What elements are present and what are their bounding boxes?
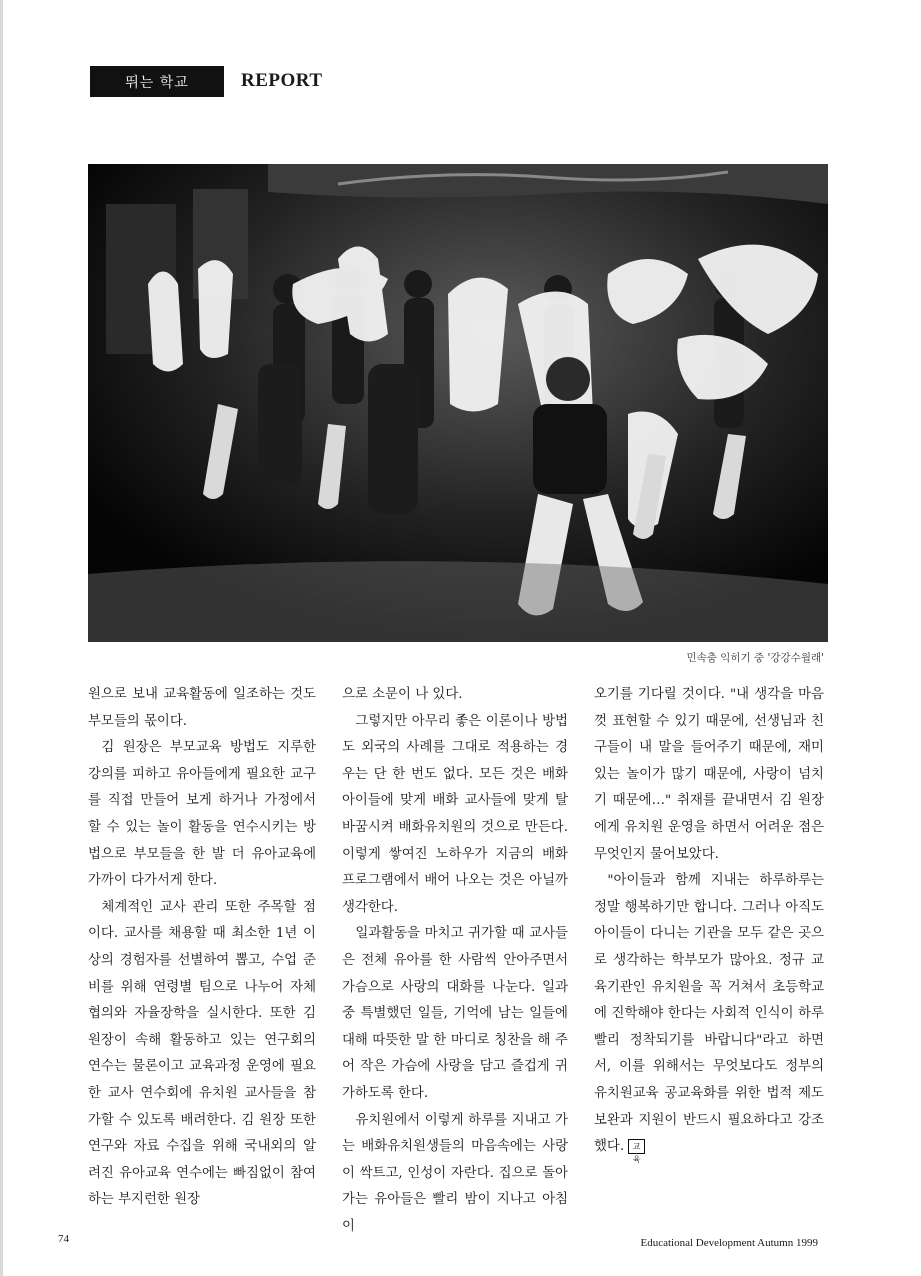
paragraph-text: "아이들과 함께 지내는 하루하루는 정말 행복하기만 합니다. 그러나 아직도 아이들이 다니는 기관을 모두 같은 곳으로 생각하는 학부모가 많아요. 정규 교육기관인 유치원을 꼭 거쳐서 초등학교에 진학해야 한다는 사회적 인식이 하루 빨리 정착되기를 바랍니다"라고 하면서, 이를 위해서는 무엇보다도 정부의 유치원교육 공교육화를 위한 법적 제도 보완과 지원이 반드시 필요하다고 강조했다. <box>594 873 824 1155</box>
text-column-2 <box>342 682 568 1240</box>
paragraph <box>594 868 824 1165</box>
paragraph: 유치원에서 이렇게 하루를 지내고 가는 배화유치원생들의 마음속에는 사랑이 싹트고, 인성이 자란다. 집으로 돌아가는 유아들은 빨리 밤이 지나고 아침이 <box>342 1112 568 1234</box>
text-column-1 <box>88 682 316 1214</box>
page-edge <box>0 0 3 1276</box>
paragraph: 김 원장은 부모교육 방법도 지루한 강의를 피하고 유아들에게 필요한 교구를 직접 만들어 보게 하거나 가정에서 할 수 있는 놀이 활동을 연수시키는 방법으로 부모들을 한 발 더 유아교육에 가까이 다가서게 한다. <box>88 740 316 889</box>
paragraph: 으로 소문이 나 있다. <box>342 687 463 702</box>
paragraph: 체계적인 교사 관리 또한 주목할 점이다. 교사를 채용할 때 최소한 1년 이상의 경험자를 선별하여 뽑고, 수업 준비를 위해 연령별 팀으로 나누어 자체 협의와 자율장학을 실시한다. 또한 김 원장이 속해 활동하고 있는 연구회의 연수는 물론이고 교육과정 운영에 필요한 교사 연수회에 유치원 교사들을 참가할 수 있도록 배려한다. 김 원장 또한 연구와 자료 수집을 위해 국내외의 알려진 유아교육 연수에는 빠짐없이 참여하는 부지런한 원장 <box>88 899 316 1208</box>
paragraph: 원으로 보내 교육활동에 일조하는 것도 부모들의 몫이다. <box>88 687 316 729</box>
text-column-3 <box>594 682 824 1165</box>
publication-footer: Educational Development Autumn 1999 <box>640 1237 818 1249</box>
page-number: 74 <box>58 1233 69 1245</box>
paragraph: 그렇지만 아무리 좋은 이론이나 방법도 외국의 사례를 그대로 적용하는 경우는 단 한 번도 없다. 모든 것은 배화 아이들에 맞게 배화 교사들에 맞게 탈바꿈시켜 배화유치원의 것으로 만든다. 이렇게 쌓여진 노하우가 지금의 배화 프로그램에서 배어 나오는 것은 아닐까 생각한다. <box>342 713 568 915</box>
photo-dancers <box>88 164 828 642</box>
paragraph: 일과활동을 마치고 귀가할 때 교사들은 전체 유아를 한 사람씩 안아주면서 가슴으로 사랑의 대화를 나눈다. 일과 중 특별했던 일들, 기억에 남는 일들에 대해 따뜻한 말 한 마디로 칭찬을 해 주어 작은 가슴에 사랑을 담고 즐겁게 귀가하도록 한다. <box>342 926 568 1101</box>
end-mark-icon: 교육 <box>628 1139 645 1154</box>
photo-caption: 민속춤 익히기 중 '강강수월래' <box>686 652 824 664</box>
paragraph: 오기를 기다릴 것이다. "내 생각을 마음껏 표현할 수 있기 때문에, 선생님과 친구들이 내 말을 들어주기 때문에, 재미있는 놀이가 많기 때문에, 사랑이 넘치기 때문에…" 취재를 끝내면서 김 원장에게 유치원 운영을 하면서 어려운 점은 무엇인지 물어보았다. <box>594 687 824 862</box>
photo-illustration <box>88 164 828 642</box>
section-tab: 뛰는 학교 <box>90 66 224 97</box>
section-title: REPORT <box>241 70 323 91</box>
